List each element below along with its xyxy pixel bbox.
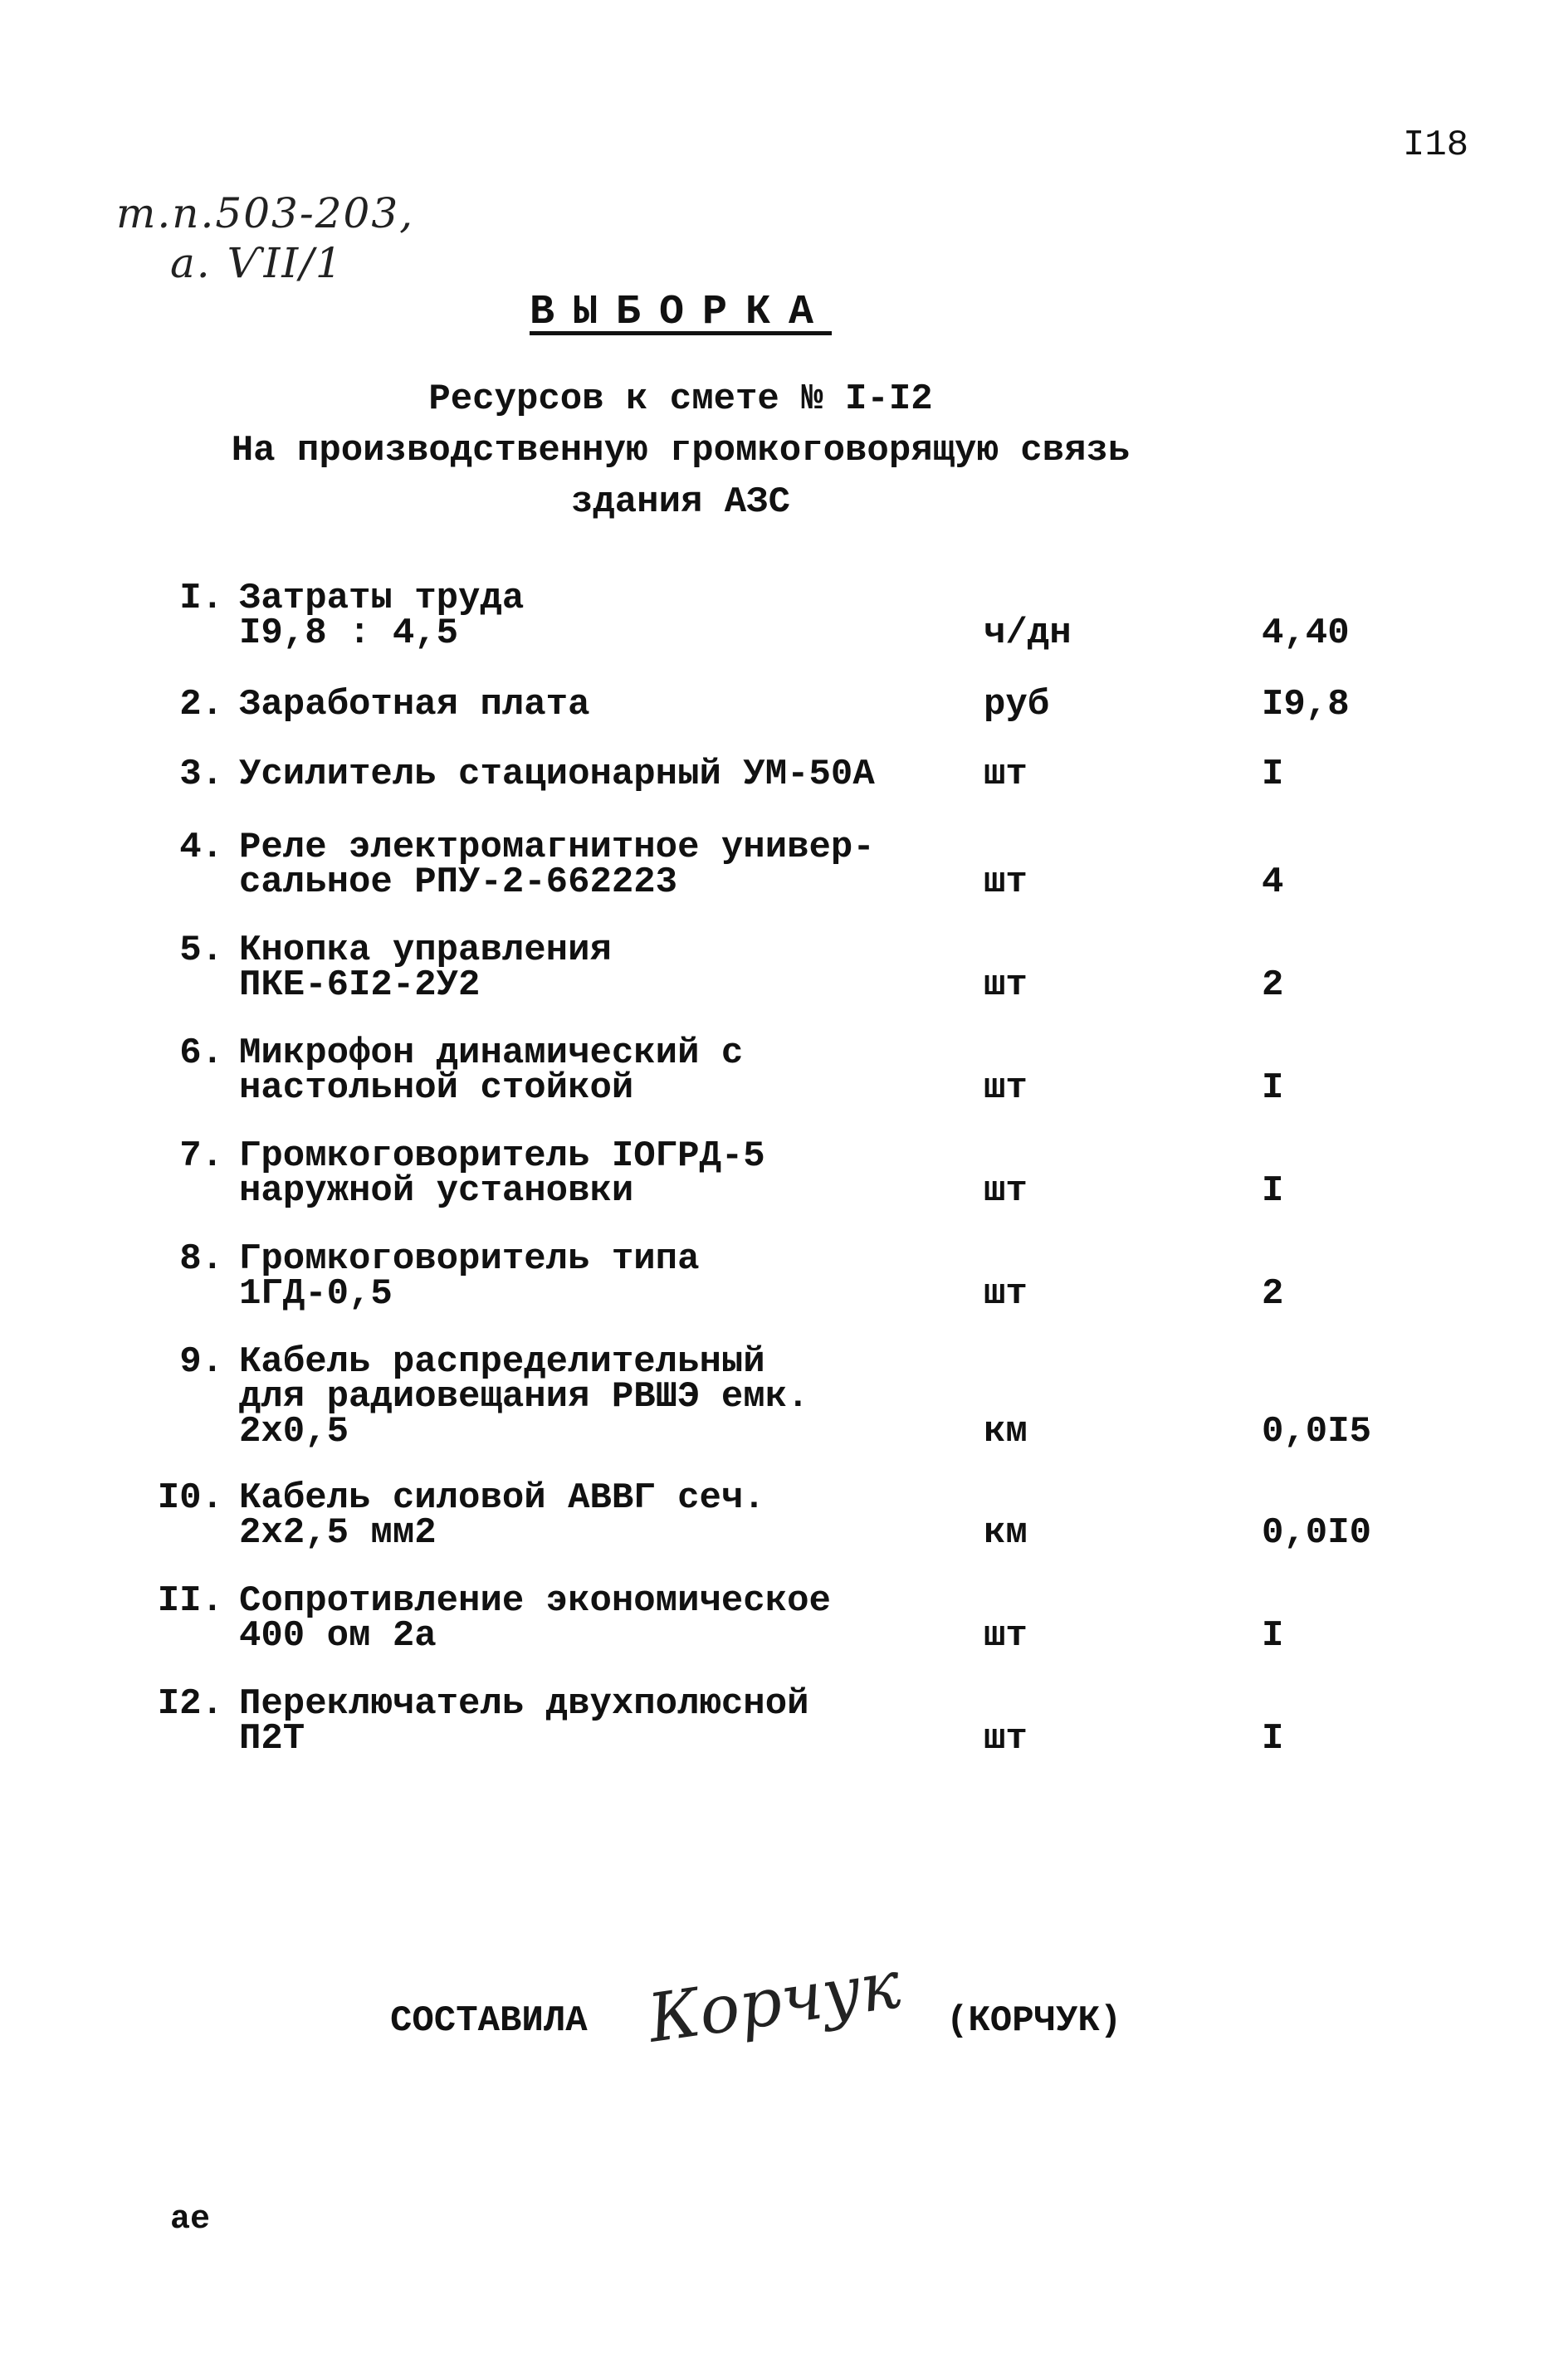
item-quantity: 4 (1262, 862, 1284, 903)
item-name-line: Затраты труда (239, 578, 525, 619)
item-number: 8. (179, 1238, 223, 1280)
item-quantity: 2 (1262, 1273, 1284, 1315)
item-name (239, 1135, 970, 1212)
item-name (239, 578, 970, 654)
subtitle-line-1: Ресурсов к смете № I-I2 (428, 378, 933, 420)
item-name-line: Громкоговоритель IОГРД-5 (239, 1135, 765, 1177)
item-quantity: I (1262, 1718, 1284, 1760)
item-name (239, 1683, 970, 1760)
item-number: I2. (157, 1683, 223, 1725)
page-number: I18 (1403, 124, 1469, 166)
item-name (239, 1580, 970, 1657)
item-name-line: П2Т (239, 1718, 305, 1760)
item-name (239, 930, 970, 1006)
item-name-line: сальное РПУ-2-662223 (239, 862, 678, 903)
item-number: II. (157, 1580, 223, 1622)
item-name-line: для радиовещания РВШЭ емк. (239, 1376, 809, 1418)
item-name (239, 754, 970, 795)
item-unit: км (984, 1411, 1028, 1452)
project-reference: т.п.503-203, (116, 189, 415, 237)
item-name-line: Микрофон динамический с (239, 1032, 744, 1074)
item-name-line: Громкоговоритель типа (239, 1238, 700, 1280)
item-name (239, 684, 970, 725)
item-quantity: I (1262, 1170, 1284, 1212)
item-name-line: наружной установки (239, 1170, 634, 1212)
item-name-line: Усилитель стационарный УМ-50А (239, 754, 875, 795)
compiled-by-label: СОСТАВИЛА (390, 2000, 588, 2042)
item-name (239, 1032, 970, 1109)
item-name (239, 1477, 970, 1554)
item-name-line: I9,8 : 4,5 (239, 613, 459, 654)
item-quantity: 2 (1262, 964, 1284, 1006)
item-quantity: I9,8 (1262, 684, 1350, 725)
item-name-line: 400 ом 2а (239, 1615, 437, 1657)
footer-mark: ае (170, 2201, 211, 2238)
item-number: 5. (179, 930, 223, 971)
item-name (239, 1238, 970, 1315)
item-quantity: I (1262, 1067, 1284, 1109)
item-name-line: Сопротивление экономическое (239, 1580, 831, 1622)
item-name-line: Реле электромагнитное универ- (239, 827, 875, 868)
item-unit: шт (984, 1718, 1028, 1760)
item-name (239, 827, 970, 903)
document-title: ВЫБОРКА (529, 289, 833, 336)
item-unit: шт (984, 1170, 1028, 1212)
item-name-line: 1ГД-0,5 (239, 1273, 393, 1315)
item-name-line: ПКЕ-6I2-2У2 (239, 964, 481, 1006)
item-number: 6. (179, 1032, 223, 1074)
item-name-line: 2х2,5 мм2 (239, 1512, 437, 1554)
item-number: 7. (179, 1135, 223, 1177)
item-number: 2. (179, 684, 223, 725)
item-unit: ч/дн (984, 613, 1072, 654)
item-name-line: Заработная плата (239, 684, 590, 725)
item-quantity: 0,0I0 (1262, 1512, 1372, 1554)
item-name-line: Переключатель двухполюсной (239, 1683, 809, 1725)
subtitle-line-2: На производственную громкоговорящую связь (231, 430, 1131, 471)
item-number: I. (179, 578, 223, 619)
item-unit: км (984, 1512, 1028, 1554)
item-name-line: Кабель распределительный (239, 1341, 765, 1383)
item-name-line: Кнопка управления (239, 930, 612, 971)
item-number: I0. (157, 1477, 223, 1519)
item-unit: шт (984, 754, 1028, 795)
item-number: 4. (179, 827, 223, 868)
item-unit: шт (984, 1273, 1028, 1315)
item-quantity: I (1262, 754, 1284, 795)
item-unit: шт (984, 1615, 1028, 1657)
item-quantity: 4,40 (1262, 613, 1350, 654)
item-quantity: I (1262, 1615, 1284, 1657)
item-quantity: 0,0I5 (1262, 1411, 1372, 1452)
subtitle-line-3: здания АЗС (570, 481, 791, 523)
item-name (239, 1341, 970, 1452)
item-name-line: настольной стойкой (239, 1067, 634, 1109)
item-unit: руб (984, 684, 1050, 725)
handwritten-signature: Корчук (643, 1945, 906, 2058)
item-number: 9. (179, 1341, 223, 1383)
album-reference: а. ѴІІ/1 (170, 239, 344, 287)
item-name-line: 2х0,5 (239, 1411, 349, 1452)
item-unit: шт (984, 862, 1028, 903)
item-unit: шт (984, 1067, 1028, 1109)
item-name-line: Кабель силовой АВВГ сеч. (239, 1477, 765, 1519)
item-unit: шт (984, 964, 1028, 1006)
item-number: 3. (179, 754, 223, 795)
compiler-name: (КОРЧУК) (946, 2000, 1122, 2042)
